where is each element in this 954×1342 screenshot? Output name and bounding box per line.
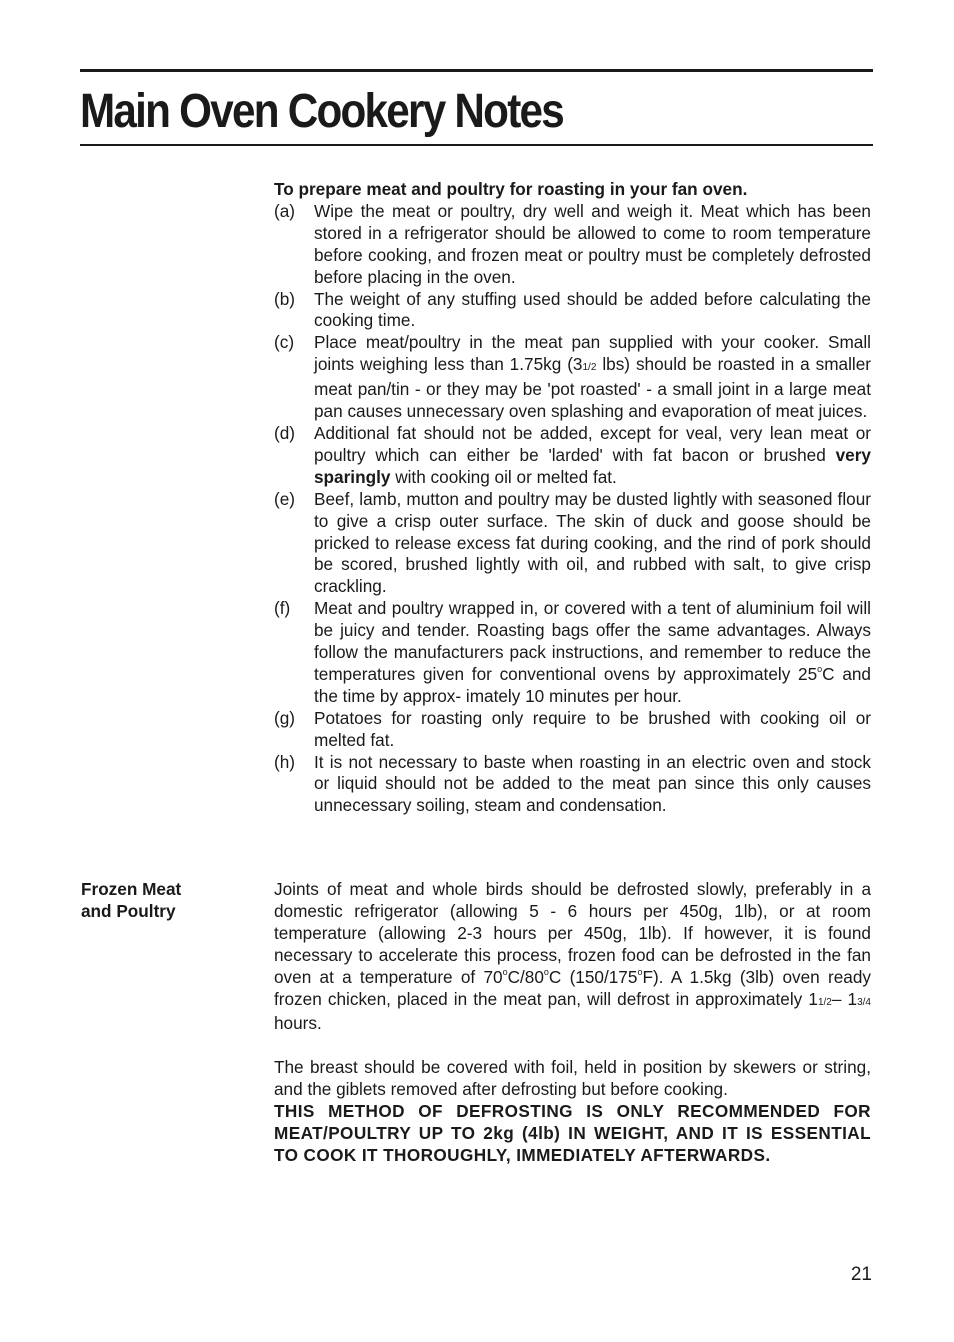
list-item-g <box>274 708 871 752</box>
warning-text: THIS METHOD OF DEFROSTING IS ONLY RECOMMENDED FOR MEAT/POULTRY UP TO 2kg (4lb) IN WEIGHT, AND IT IS ESSENTIAL TO COOK IT THOROUGHLY, IMMEDIATELY AFTERWARDS. <box>274 1101 871 1165</box>
degree-symbol: o <box>502 966 508 977</box>
fraction: 1/2 <box>817 996 832 1008</box>
list-item-e <box>274 489 871 599</box>
list-marker: (a) <box>274 200 296 221</box>
text-segment: hours. <box>274 1013 322 1034</box>
list-text: It is not necessary to baste when roasting in an electric oven and stock or liquid should not be added to the meat pan since this only causes unnecessary soiling, steam and condensation. <box>314 751 871 816</box>
text-segment: – 1 <box>831 988 858 1009</box>
frozen-section-label <box>81 879 181 923</box>
list-marker: (d) <box>274 422 296 443</box>
list-marker: (c) <box>274 332 295 353</box>
list-text: The weight of any stuffing used should be added before calculating the cooking time. <box>314 288 871 331</box>
frozen-paragraph-1 <box>274 879 871 1035</box>
list-text: Beef, lamb, mutton and poultry may be dusted lightly with seasoned flour to give a crisp outer surface. The skin of duck and goose should be pricked to release excess fat during cooking, and the rind of pork should be scored, brushed lightly with oil, and rubbed with salt, to give crisp crackling. <box>314 488 871 597</box>
text-segment: C and the time by approx- imately 10 minutes per hour. <box>314 663 871 706</box>
emphasis-text: very sparingly <box>314 444 871 487</box>
list-item-d <box>274 423 871 489</box>
frozen-paragraph-2 <box>274 1057 871 1167</box>
degree-symbol: o <box>637 966 643 977</box>
list-marker: (f) <box>274 598 291 619</box>
frozen-section <box>274 879 871 1167</box>
text-segment: Additional fat should not be added, except for veal, very lean meat or poultry which can either be 'larded' with fat bacon or brushed <box>314 422 871 465</box>
list-text: Potatoes for roasting only require to be brushed with cooking oil or melted fat. <box>314 707 871 750</box>
list-text <box>314 423 871 489</box>
title-rule-top <box>80 69 873 72</box>
list-marker: (h) <box>274 751 296 772</box>
list-text <box>314 598 871 708</box>
list-text: Wipe the meat or poultry, dry well and weigh it. Meat which has been stored in a refrigerator should be allowed to come to room temperature before cooking, and frozen meat or poultry must be completely defrosted before placing in the oven. <box>314 200 871 287</box>
text-segment: F). A 1.5kg (3lb) oven ready frozen chicken, placed in the meat pan, will defrost in approximately 1 <box>274 966 871 1009</box>
title-rule-bottom <box>80 144 873 146</box>
list-marker: (e) <box>274 488 296 509</box>
text-segment: The breast should be covered with foil, held in position by skewers or string, and the giblets removed after defrosting but before cooking. <box>274 1057 871 1100</box>
page-number: 21 <box>850 1264 872 1285</box>
text-segment: Joints of meat and whole birds should be defrosted slowly, preferably in a domestic refrigerator (allowing 5 - 6 hours per 450g, 1lb), or at room temperature (allowing 2-3 hours per 450g, 1lb). If however, it is found necessary to accelerate this process, frozen food can be defrosted in the fan oven at a temperature of 70 <box>274 879 871 987</box>
degree-symbol: o <box>817 663 823 674</box>
label-line: and Poultry <box>81 900 176 921</box>
list-item-c <box>274 332 871 423</box>
roasting-heading: To prepare meat and poultry for roasting in your fan oven. <box>274 179 748 199</box>
list-marker: (b) <box>274 288 296 309</box>
list-text <box>314 332 871 423</box>
text-segment: Meat and poultry wrapped in, or covered with a tent of aluminium foil will be juicy and tender. Roasting bags offer the same advantages. Always follow the manufacturers pack instructions, and remember to reduce the temperatures given for conventional ovens by approximately 25 <box>314 598 871 684</box>
text-segment: Place meat/poultry in the meat pan supplied with your cooker. Small joints weighing less than 1.75kg (3 <box>314 332 871 375</box>
list-item-a <box>274 201 871 289</box>
list-item-f <box>274 598 871 708</box>
fraction: 3/4 <box>857 996 871 1008</box>
fraction: 1/2 <box>582 362 597 374</box>
text-segment: with cooking oil or melted fat. <box>390 466 617 487</box>
list-item-b <box>274 289 871 333</box>
page-title: Main Oven Cookery Notes <box>80 85 563 138</box>
list-item-h <box>274 752 871 818</box>
text-segment: C/80 <box>507 966 544 987</box>
label-line: Frozen Meat <box>81 879 182 899</box>
text-segment: lbs) should be roasted in a smaller meat pan/tin - or they may be 'pot roasted' - a small joint in a large meat pan causes unnecessary oven splashing and evaporation of meat juices. <box>314 354 871 422</box>
list-marker: (g) <box>274 707 296 728</box>
roasting-section <box>274 179 871 817</box>
text-segment: C (150/175 <box>548 966 638 987</box>
degree-symbol: o <box>543 966 549 977</box>
